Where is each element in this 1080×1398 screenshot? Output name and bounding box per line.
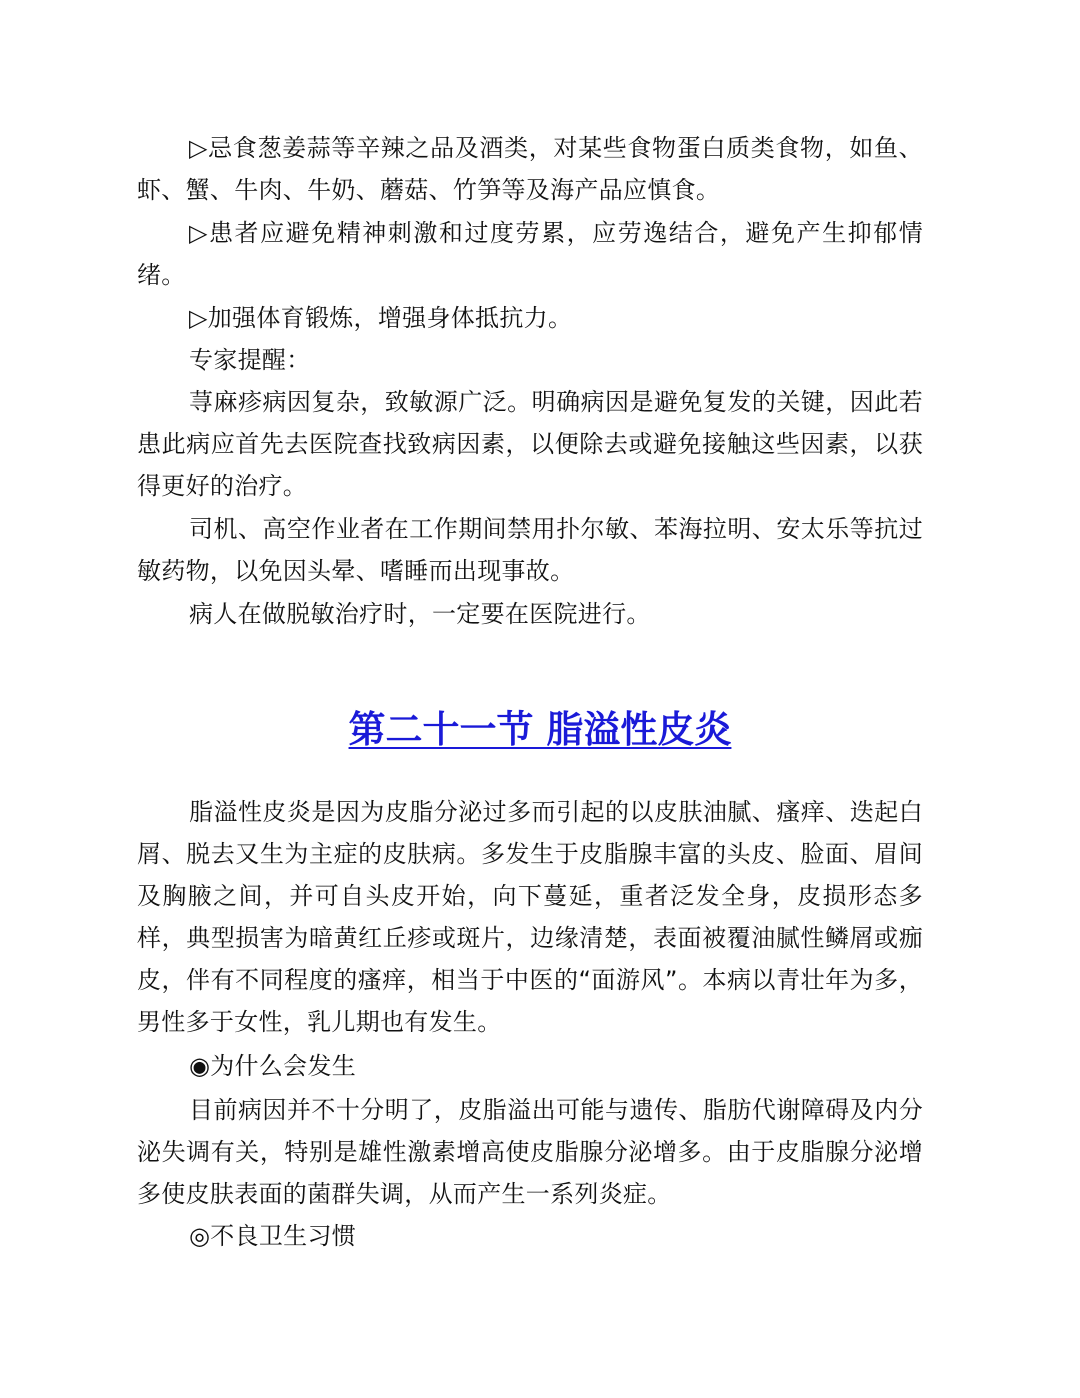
section-heading-link[interactable]: 第二十一节 脂溢性皮炎 [348, 708, 732, 751]
expert-reminder-label: 专家提醒： [189, 346, 311, 374]
urticaria-cause-paragraph: 荨麻疹病因复杂，致敏源广泛。明确病因是避免复发的关键，因此若患此病应首先去医院查找致病因素，以便除去或避免接触这些因素，以获得更好的治疗。 [137, 388, 923, 500]
desensitization-paragraph: 病人在做脱敏治疗时，一定要在医院进行。 [189, 600, 651, 628]
drug-warning-paragraph: 司机、高空作业者在工作期间禁用扑尔敏、苯海拉明、安太乐等抗过敏药物，以免因头晕、嗜睡而出现事故。 [137, 515, 923, 585]
exercise-advice-paragraph: ▷加强体育锻炼，增强身体抵抗力。 [189, 304, 573, 332]
cause-paragraph: 目前病因并不十分明了，皮脂溢出可能与遗传、脂肪代谢障碍及内分泌失调有关，特别是雄性激素增高使皮脂腺分泌增多。由于皮脂腺分泌增多使皮肤表面的菌群失调，从而产生一系列炎症。 [137, 1096, 923, 1208]
hygiene-habits-subheading: ◎不良卫生习惯 [189, 1222, 357, 1250]
why-occurs-subheading: ◉为什么会发生 [189, 1052, 357, 1080]
mental-health-advice-paragraph: ▷患者应避免精神刺激和过度劳累，应劳逸结合，避免产生抑郁情绪。 [137, 219, 923, 289]
diet-advice-paragraph: ▷忌食葱姜蒜等辛辣之品及酒类，对某些食物蛋白质类食物，如鱼、虾、蟹、牛肉、牛奶、蘑菇、竹笋等及海产品应慎食。 [137, 134, 923, 204]
seborrheic-intro-paragraph: 脂溢性皮炎是因为皮脂分泌过多而引起的以皮肤油腻、瘙痒、迭起白屑、脱去又生为主症的皮肤病。多发生于皮脂腺丰富的头皮、脸面、眉间及胸腋之间，并可自头皮开始，向下蔓延，重者泛发全身，皮损形态多样，典型损害为暗黄红丘疹或斑片，边缘清楚，表面被覆油腻性鳞屑或痂皮，伴有不同程度的瘙痒，相当于中医的“面游风”。本病以青壮年为多，男性多于女性，乳儿期也有发生。 [137, 798, 923, 1036]
